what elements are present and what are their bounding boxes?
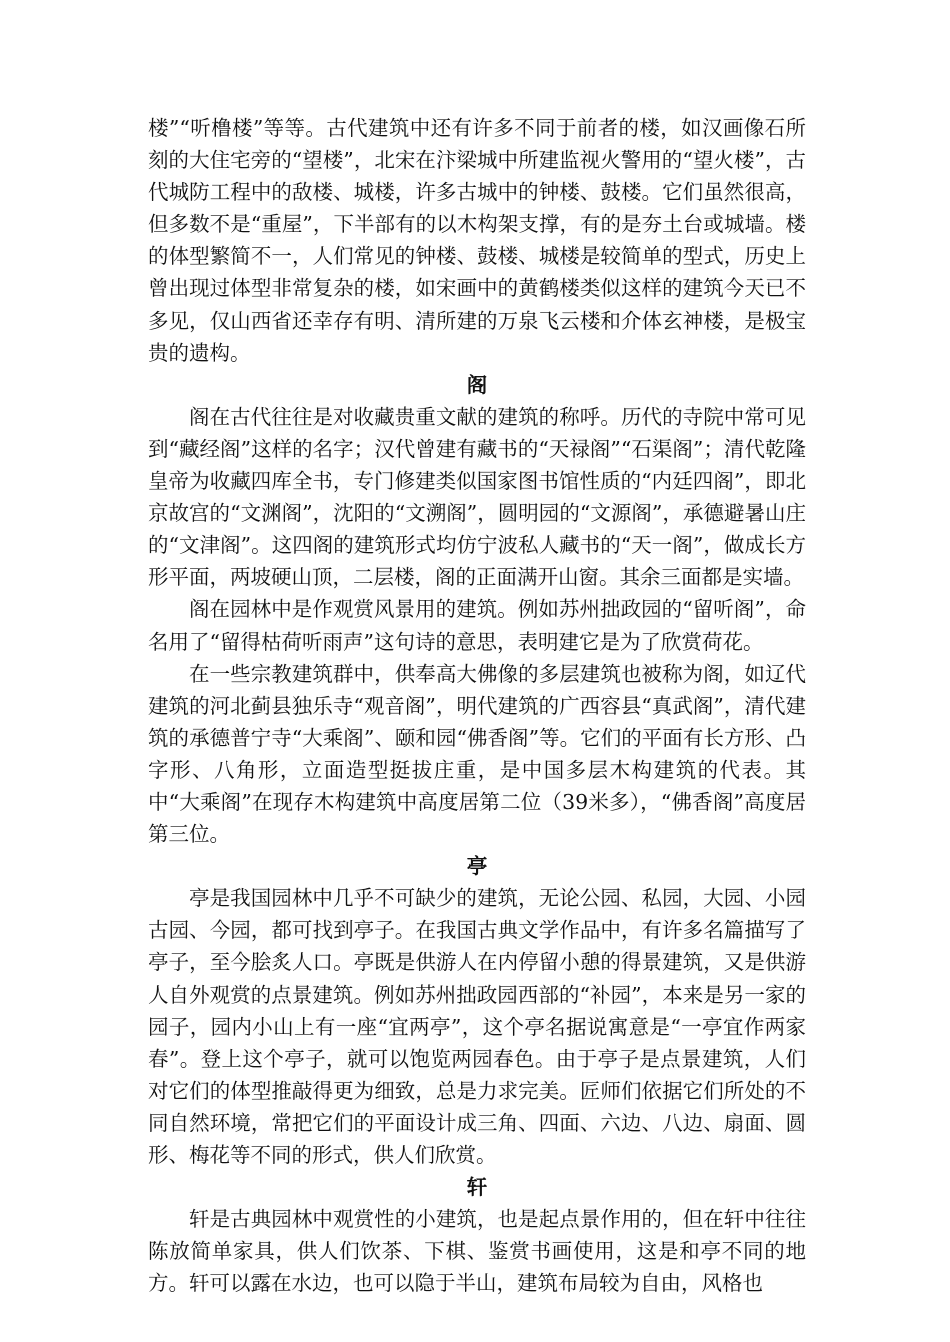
ting-paragraph-1: 亭是我国园林中几乎不可缺少的建筑，无论公园、私园，大园、小园古园、今园，都可找到亭子。在我国古典文学作品中，有许多名篇描写了亭子，至今脍炙人口。亭既是供游人在内停留小憩的得景建筑，又是供游人自外观赏的点景建筑。例如苏州拙政园西部的“补园”，本来是另一家的园子，园内小山上有一座“宜两亭”，这个亭名据说寓意是“一亭宜作两家春”。登上这个亭子，就可以饱览两园春色。由于亭子是点景建筑，人们对它们的体型推敲得更为细致，总是力求完美。匠师们依据它们所处的不同自然环境，常把它们的平面设计成三角、四面、六边、八边、扇面、圆形、梅花等不同的形式，供人们欣赏。 [148,886,806,1167]
section-heading-ge: 阁 [466,372,488,397]
ge-paragraph-3: 在一些宗教建筑群中，供奉高大佛像的多层建筑也被称为阁，如辽代建筑的河北蓟县独乐寺“观音阁”，明代建筑的广西容县“真武阁”，清代建筑的承德普宁寺“大乘阁”、颐和园“佛香阁”等。它们的平面有长方形、凸字形、八角形，立面造型挺拔庄重，是中国多层木构建筑的代表。其中“大乘阁”在现存木构建筑中高度居第二位（39米多），“佛香阁”高度居第三位。 [148,661,806,847]
ge-paragraph-2: 阁在园林中是作观赏风景用的建筑。例如苏州拙政园的“留听阁”，命名用了“留得枯荷听雨声”这句诗的意思，表明建它是为了欣赏荷花。 [148,597,806,654]
section-heading-xuan: 轩 [466,1175,488,1200]
xuan-paragraph-1: 轩是古典园林中观赏性的小建筑，也是起点景作用的，但在轩中往往陈放简单家具，供人们饮茶、下棋、鉴赏书画使用，这是和亭不同的地方。轩可以露在水边，也可以隐于半山，建筑布局较为自由，风格也 [148,1207,806,1296]
section-heading-ting: 亭 [466,854,488,879]
ge-paragraph-1: 阁在古代往往是对收藏贵重文献的建筑的称呼。历代的寺院中常可见到“藏经阁”这样的名字；汉代曾建有藏书的“天禄阁”“石渠阁”；清代乾隆皇帝为收藏四库全书，专门修建类似国家图书馆性质的“内廷四阁”，即北京故宫的“文渊阁”，沈阳的“文溯阁”，圆明园的“文源阁”，承德避暑山庄的“文津阁”。这四阁的建筑形式均仿宁波私人藏书的“天一阁”，做成长方形平面，两坡硬山顶，二层楼，阁的正面满开山窗。其余三面都是实墙。 [148,404,806,590]
document-page [148,112,806,1299]
lou-paragraph-1: 楼”“听橹楼”等等。古代建筑中还有许多不同于前者的楼，如汉画像石所刻的大住宅旁的“望楼”，北宋在汴梁城中所建监视火警用的“望火楼”，古代城防工程中的敌楼、城楼，许多古城中的钟楼、鼓楼。它们虽然很高，但多数不是“重屋”，下半部有的以木构架支撑，有的是夯土台或城墙。楼的体型繁简不一，人们常见的钟楼、鼓楼、城楼是较简单的型式，历史上曾出现过体型非常复杂的楼，如宋画中的黄鹤楼类似这样的建筑今天已不多见，仅山西省还幸存有明、清所建的万泉飞云楼和介体玄神楼，是极宝贵的遗构。 [148,116,806,365]
